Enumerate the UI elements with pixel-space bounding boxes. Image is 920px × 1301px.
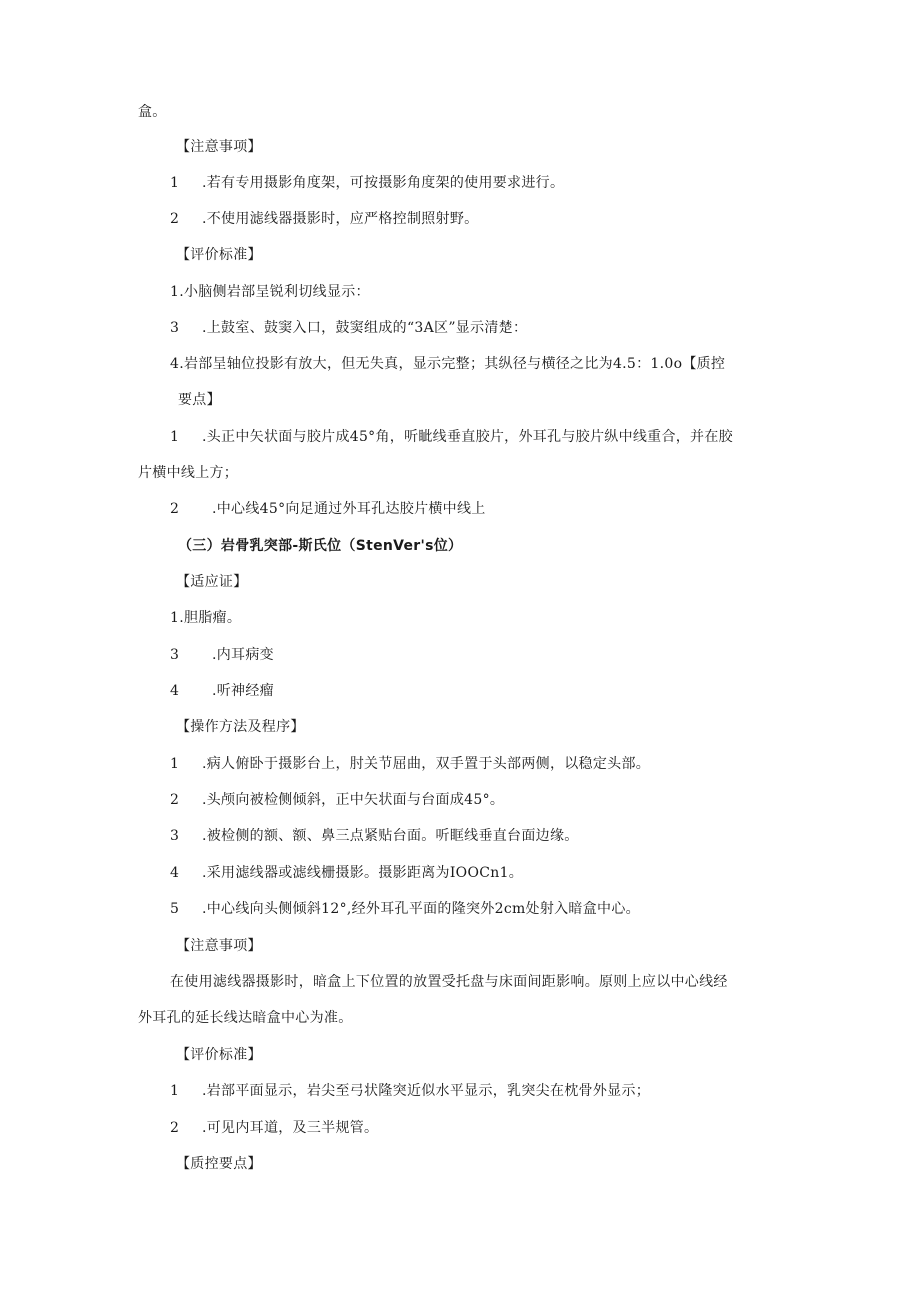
list-item: [170, 283, 370, 301]
list-number: 2: [170, 1120, 180, 1136]
text-line-continuation: [138, 464, 238, 482]
list-number: 5: [170, 901, 180, 917]
list-item: [170, 900, 640, 918]
list-item: [170, 500, 486, 518]
line-text: .若有专用摄影角度架，可按摄影角度架的使用要求进行。: [202, 175, 565, 191]
paragraph-line: [170, 973, 728, 991]
text-line-continuation: [138, 103, 167, 121]
section-heading-precautions: [176, 138, 262, 156]
subsection-title: [178, 537, 462, 555]
list-number: 1: [170, 429, 180, 445]
line-text: 在使用滤线器摄影时，暗盒上下位置的放置受托盘与床面间距影响。原则上应以中心线经: [170, 974, 728, 990]
line-text: 片横中线上方；: [138, 465, 239, 481]
line-text: 4.岩部呈轴位投影有放大，但无失真，显示完整；其纵径与横径之比为4.5：1.0o【质控: [170, 356, 726, 372]
list-item: [170, 1082, 650, 1100]
section-heading-indications: [176, 573, 248, 591]
line-text: .头正中矢状面与胶片成45°角，听眦线垂直胶片，外耳孔与胶片纵中线重合，并在胶: [202, 429, 733, 445]
line-text: .中心线45°向足通过外耳孔达胶片横中线上: [212, 501, 486, 517]
list-number: 3: [170, 320, 180, 336]
line-text: 【注意事项】: [176, 938, 262, 954]
list-item: [170, 646, 274, 664]
line-text: 【适应证】: [176, 574, 248, 590]
list-item: [170, 428, 733, 446]
list-item: [170, 319, 527, 337]
list-number: 1: [170, 1083, 180, 1099]
line-text: .上鼓室、鼓窦入口，鼓窦组成的“3A区”显示清楚：: [202, 320, 528, 336]
list-number: 2: [170, 211, 180, 227]
list-item: [170, 174, 564, 192]
line-text: 【评价标准】: [176, 1047, 262, 1063]
line-text: 1.胆脂瘤。: [170, 610, 242, 626]
line-text: 1.小脑侧岩部呈锐利切线显示：: [170, 284, 370, 300]
list-item: [170, 355, 725, 373]
line-text: .中心线向头侧倾斜12°,经外耳孔平面的隆突外2cm处射入暗盒中心。: [202, 901, 640, 917]
line-text: .病人俯卧于摄影台上，肘关节屈曲，双手置于头部两侧，以稳定头部。: [202, 756, 651, 772]
line-text: .可见内耳道，及三半规管。: [202, 1120, 379, 1136]
list-number: 2: [170, 501, 180, 517]
list-item: [170, 1119, 378, 1137]
section-heading-procedure: [176, 718, 305, 736]
list-item: [170, 755, 650, 773]
line-text: .内耳病变: [212, 647, 274, 663]
line-text: .采用滤线器或滤线栅摄影。摄影距离为IOOCn1。: [202, 865, 524, 881]
list-number: 3: [170, 828, 180, 844]
list-number: 1: [170, 756, 180, 772]
line-text: 盒。: [138, 104, 167, 120]
list-number: 2: [170, 792, 180, 808]
line-text: （三）岩骨乳突部-斯氏位（StenVer's位）: [178, 538, 463, 554]
line-text: 要点】: [178, 392, 221, 408]
line-text: 【评价标准】: [176, 247, 262, 263]
line-text: 外耳孔的延长线达暗盒中心为准。: [138, 1010, 353, 1026]
line-text: .听神经瘤: [212, 683, 274, 699]
list-item: [170, 609, 241, 627]
line-text: .被检侧的额、额、鼻三点紧贴台面。听眶线垂直台面边缘。: [202, 828, 579, 844]
line-text: 【注意事项】: [176, 139, 262, 155]
list-number: 3: [170, 647, 180, 663]
list-item: [170, 791, 504, 809]
line-text: .头颅向被检侧倾斜，正中矢状面与台面成45°。: [202, 792, 505, 808]
list-item: [170, 864, 523, 882]
section-heading-qc: [176, 1155, 262, 1173]
line-text: .不使用滤线器摄影时，应严格控制照射野。: [202, 211, 479, 227]
list-item: [170, 682, 274, 700]
section-heading-evaluation: [176, 1046, 262, 1064]
list-item: [170, 827, 579, 845]
section-heading-evaluation: [176, 246, 262, 264]
section-heading-qc-continuation: [178, 391, 221, 409]
list-number: 4: [170, 865, 180, 881]
list-number: 1: [170, 175, 180, 191]
line-text: 【操作方法及程序】: [176, 719, 305, 735]
list-item: [170, 210, 478, 228]
section-heading-precautions: [176, 937, 262, 955]
list-number: 4: [170, 683, 180, 699]
text-line-continuation: [138, 1009, 353, 1027]
line-text: .岩部平面显示，岩尖至弓状隆突近似水平显示，乳突尖在枕骨外显示；: [202, 1083, 651, 1099]
line-text: 【质控要点】: [176, 1156, 262, 1172]
